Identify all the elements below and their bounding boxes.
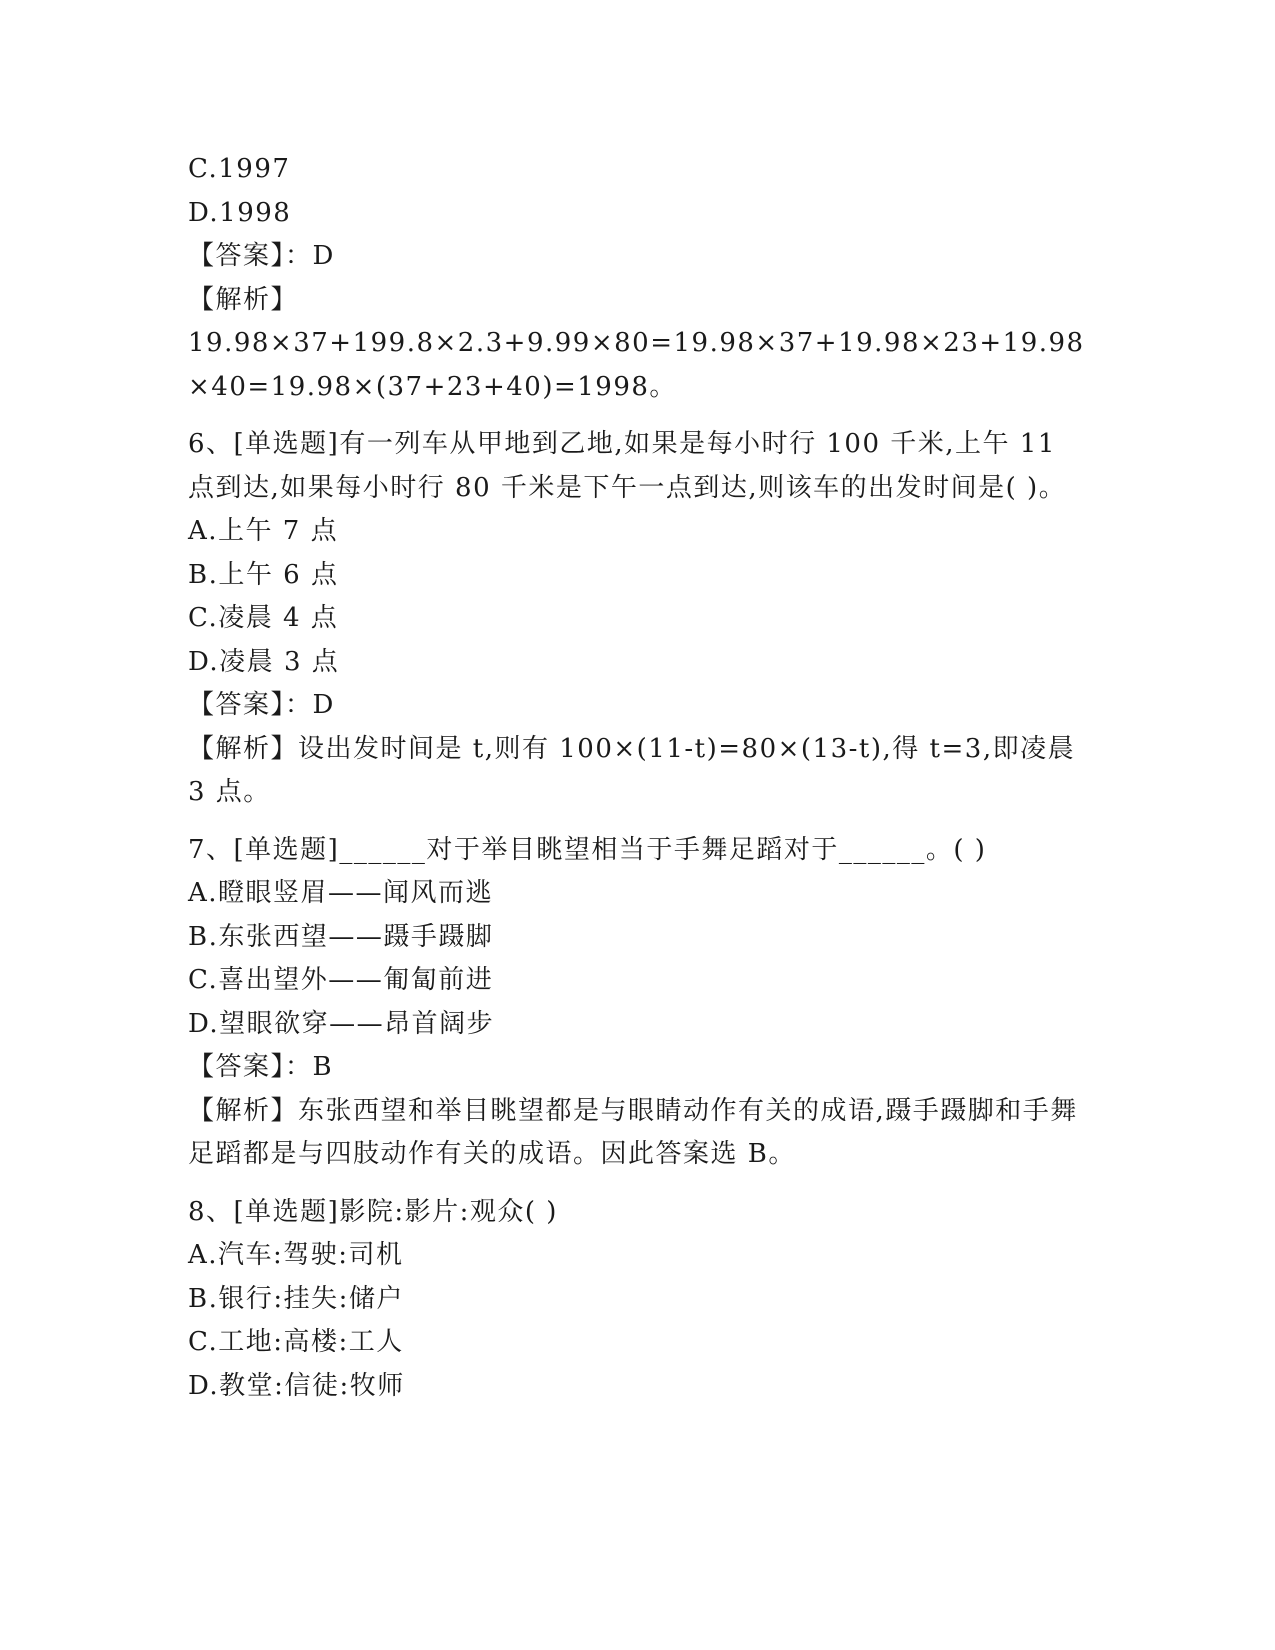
option-b: B.上午 6 点 [188, 559, 339, 590]
option-b: B.东张西望——蹑手蹑脚 [188, 921, 494, 952]
option-d: D.教堂:信徒:牧师 [188, 1370, 405, 1401]
option-b: B.银行:挂失:储户 [188, 1283, 404, 1314]
page-content [188, 148, 1088, 1422]
answer-line: 【答案】：D [188, 690, 335, 720]
option-c: C.1997 [188, 154, 291, 184]
answer-line: 【答案】：D [188, 241, 335, 271]
option-d: D.1998 [188, 197, 292, 228]
analysis-text: 【解析】设出发时间是 t,则有 100×(11-t)=80×(13-t),得 t=3,即凌晨 3 点。 [188, 733, 1076, 807]
question-6 [188, 423, 1088, 815]
question-text: 8、[单选题]影院:影片:观众( ) [188, 1196, 558, 1227]
analysis-label: 【解析】 [188, 284, 299, 315]
option-c: C.凌晨 4 点 [188, 603, 339, 633]
question-8 [188, 1191, 1088, 1409]
option-a: A.汽车:驾驶:司机 [188, 1240, 404, 1270]
option-d: D.望眼欲穿——昂首阔步 [188, 1008, 495, 1039]
question-text: 7、[单选题]______对于举目眺望相当于手舞足蹈对于______。( ) [188, 834, 987, 865]
option-c: C.喜出望外——匍匐前进 [188, 965, 494, 995]
option-c: C.工地:高楼:工人 [188, 1327, 404, 1357]
analysis-text: 【解析】东张西望和举目眺望都是与眼睛动作有关的成语,蹑手蹑脚和手舞足蹈都是与四肢动作有关的成语。因此答案选 B。 [188, 1095, 1078, 1169]
question-7 [188, 829, 1088, 1177]
option-a: A.瞪眼竖眉——闻风而逃 [188, 878, 494, 908]
option-d: D.凌晨 3 点 [188, 646, 340, 677]
analysis-text: 19.98×37+199.8×2.3+9.99×80=19.98×37+19.98×23+19.98×40=19.98×(37+23+40)=1998。 [188, 328, 1085, 402]
answer-line: 【答案】：B [188, 1052, 334, 1082]
option-a: A.上午 7 点 [188, 516, 339, 546]
question-5-tail [188, 148, 1088, 409]
question-text: 6、[单选题]有一列车从甲地到乙地,如果是每小时行 100 千米,上午 11 点到达,如果每小时行 80 千米是下午一点到达,则该车的出发时间是( )。 [188, 429, 1067, 503]
